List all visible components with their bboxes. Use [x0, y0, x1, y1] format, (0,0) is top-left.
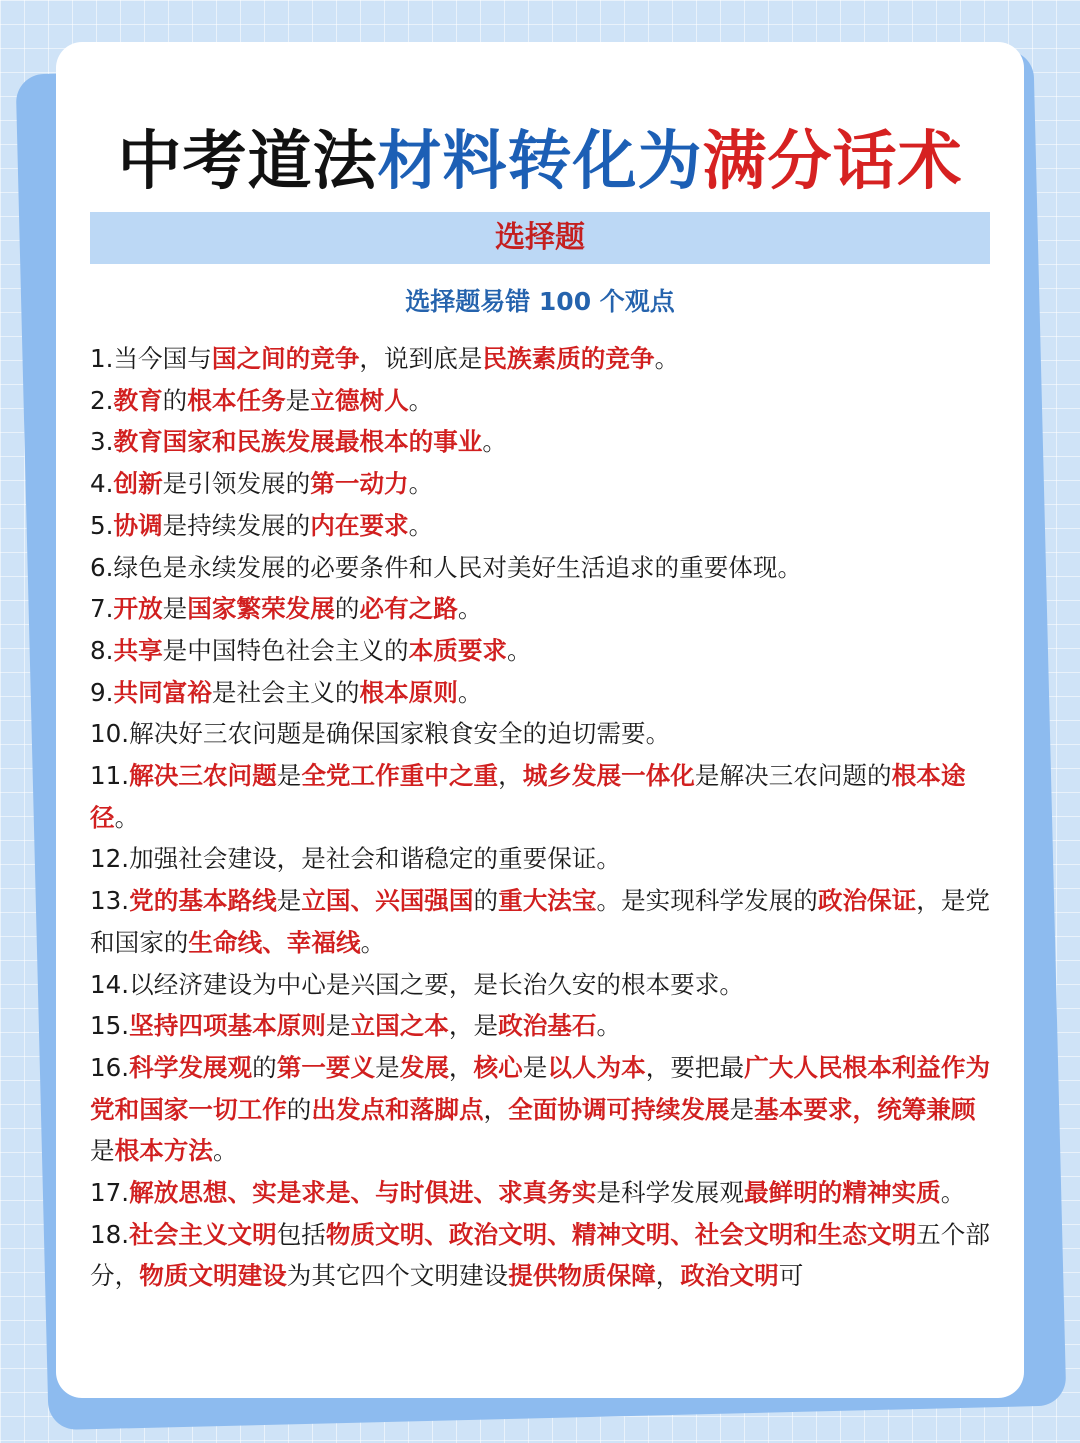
list-item — [90, 672, 994, 714]
highlight-text: 坚持四项基本原则 — [129, 1011, 326, 1041]
item-text: 是科学发展观 — [596, 1178, 744, 1208]
highlight-text: 内在要求 — [310, 510, 409, 540]
item-text: ， — [498, 761, 523, 791]
point-list — [90, 338, 994, 1297]
list-item — [90, 755, 994, 838]
item-text: 。 — [213, 1136, 238, 1166]
item-text: 8. — [90, 635, 114, 665]
item-text: 是 — [90, 1136, 115, 1166]
item-text: 。 — [457, 594, 483, 624]
content-card — [56, 42, 1024, 1398]
item-text: 。是实现科学发展的 — [596, 886, 818, 916]
subtitle: 选择题易错 100 个观点 — [405, 287, 675, 316]
item-text: 3. — [90, 427, 114, 457]
list-item — [90, 1214, 994, 1297]
item-text: 是 — [162, 594, 188, 624]
title-part-1: 中考道法 — [117, 125, 378, 199]
item-text: 18. — [90, 1219, 130, 1249]
highlight-text: 本质要求 — [408, 635, 508, 665]
highlight-text: 立国、兴国强国 — [301, 886, 474, 916]
highlight-text: 最鲜明的精神实质 — [744, 1178, 941, 1208]
highlight-text: 第一动力 — [310, 469, 409, 499]
highlight-text: 科学发展观 — [129, 1052, 253, 1082]
list-item — [90, 505, 994, 547]
item-text: 2. — [90, 385, 114, 415]
item-text: 的 — [286, 1094, 312, 1124]
highlight-text: 第一要义 — [276, 1052, 376, 1082]
item-text: 。 — [482, 427, 507, 457]
list-item — [90, 547, 994, 589]
highlight-text: 必有之路 — [359, 594, 458, 624]
item-text: 是社会主义的 — [211, 677, 360, 707]
highlight-text: 重大法宝 — [498, 886, 597, 916]
item-text: 。 — [408, 469, 434, 499]
item-text: 的 — [252, 1052, 277, 1082]
title-part-3: 满分话术 — [702, 125, 963, 199]
item-text: 是持续发展的 — [162, 510, 311, 540]
item-text: 是 — [276, 886, 302, 916]
highlight-text: 广大人民根本利益作为党和国家一切工作 — [90, 1052, 991, 1124]
highlight-text: 根本原则 — [359, 677, 458, 707]
item-text: 。 — [408, 510, 434, 540]
item-text: 。 — [457, 677, 483, 707]
item-text: 是引领发展的 — [162, 469, 311, 499]
list-item — [90, 588, 994, 630]
page-title — [56, 125, 1024, 199]
list-item — [90, 1005, 994, 1047]
item-text: 11. — [90, 761, 130, 791]
item-text: 5. — [90, 510, 114, 540]
item-text: 五个部分， — [90, 1219, 990, 1291]
highlight-text: 全党工作重中之重 — [301, 761, 499, 791]
item-text: 。 — [940, 1178, 966, 1208]
highlight-text: 城乡发展一体化 — [522, 761, 695, 791]
highlight-text: 教育 — [113, 385, 163, 415]
highlight-text: 党的基本路线 — [129, 886, 277, 916]
item-text: 12.加强社会建设，是社会和谐稳定的重要保证。 — [90, 844, 621, 874]
highlight-text: 根本任务 — [187, 385, 286, 415]
list-item — [90, 338, 994, 380]
item-text: 。 — [360, 927, 386, 957]
highlight-text: 解放思想、实是求是、与时俱进、求真务实 — [129, 1178, 597, 1208]
item-text: 是 — [325, 1011, 351, 1041]
list-item — [90, 713, 994, 755]
item-text: ， — [655, 1261, 681, 1291]
highlight-text: 核心 — [473, 1052, 523, 1082]
item-text: 是 — [375, 1052, 400, 1082]
highlight-text: 根本途径 — [90, 761, 966, 832]
item-text: 7. — [90, 594, 114, 624]
item-text: 。 — [596, 1011, 622, 1041]
list-item — [90, 421, 994, 463]
list-item — [90, 838, 994, 880]
item-text: 的 — [473, 886, 499, 916]
highlight-text: 立国之本 — [350, 1011, 449, 1041]
list-item — [90, 463, 994, 505]
item-text: 10.解决好三农问题是确保国家粮食安全的迫切需要。 — [90, 719, 671, 749]
highlight-text: 国之间的竞争 — [211, 344, 360, 373]
highlight-text: 民族素质的竞争 — [482, 344, 655, 373]
highlight-text: 解决三农问题 — [129, 761, 277, 791]
item-text: 是解决三农问题的 — [694, 761, 892, 791]
item-text: 是中国特色社会主义的 — [162, 635, 409, 665]
highlight-text: 政治文明 — [680, 1261, 779, 1291]
section-heading: 选择题 — [90, 212, 990, 264]
item-text: ，是党和国家的 — [90, 886, 991, 957]
highlight-text: 创新 — [113, 469, 163, 499]
highlight-text: 发展 — [399, 1052, 449, 1082]
item-text: 1.当今国与 — [90, 344, 212, 373]
item-text: 可 — [778, 1261, 804, 1291]
highlight-text: 物质文明、政治文明、精神文明、社会文明和生态文明 — [325, 1219, 917, 1249]
highlight-text: 生命线、幸福线 — [188, 927, 361, 957]
item-text: 是 — [729, 1094, 755, 1124]
highlight-text: 共同富裕 — [113, 677, 212, 707]
item-text: ， — [483, 1094, 509, 1124]
list-item — [90, 964, 994, 1006]
item-text: ，说到底是 — [359, 344, 483, 373]
highlight-text: 根本方法 — [114, 1136, 213, 1166]
highlight-text: 教育国家和民族发展最根本的事业 — [113, 427, 483, 457]
item-text: 的 — [162, 385, 188, 415]
list-item — [90, 380, 994, 422]
highlight-text: 出发点和落脚点 — [311, 1094, 484, 1124]
item-text: 13. — [90, 886, 130, 916]
list-item — [90, 880, 994, 963]
list-item — [90, 1172, 994, 1214]
highlight-text: 协调 — [113, 510, 163, 540]
highlight-text: 政治保证 — [817, 886, 917, 916]
item-text: 9. — [90, 677, 114, 707]
item-text: 是 — [522, 1052, 548, 1082]
item-text: 是 — [276, 761, 302, 791]
highlight-text: 以人为本 — [547, 1052, 646, 1082]
highlight-text: 政治基石 — [498, 1011, 597, 1041]
item-text: ，是 — [448, 1011, 499, 1041]
highlight-text: 开放 — [113, 594, 163, 624]
item-text: 4. — [90, 469, 114, 499]
highlight-text: 社会主义文明 — [129, 1219, 277, 1249]
item-text: 。 — [507, 635, 532, 665]
highlight-text: 提供物质保障 — [508, 1261, 656, 1291]
item-text: 16. — [90, 1052, 130, 1082]
highlight-text: 立德树人 — [310, 385, 409, 415]
item-text: 。 — [408, 385, 434, 415]
highlight-text: 基本要求，统筹兼顾 — [754, 1094, 976, 1124]
item-text: 6.绿色是永续发展的必要条件和人民对美好生活追求的重要体现。 — [90, 552, 803, 582]
item-text: 。 — [114, 802, 140, 832]
item-text: 。 — [654, 344, 680, 373]
item-text: 17. — [90, 1178, 130, 1208]
list-item — [90, 1047, 994, 1172]
item-text: ， — [448, 1052, 474, 1082]
highlight-text: 国家繁荣发展 — [187, 594, 335, 624]
highlight-text: 共享 — [113, 635, 163, 665]
item-text: 包括 — [276, 1219, 326, 1249]
highlight-text: 全面协调可持续发展 — [508, 1094, 730, 1124]
item-text: 的 — [334, 594, 360, 624]
title-part-2: 材料转化为 — [377, 125, 703, 199]
item-text: 15. — [90, 1011, 130, 1041]
list-item — [90, 630, 994, 672]
item-text: 是 — [285, 385, 311, 415]
item-text: ，要把最 — [645, 1052, 745, 1082]
item-text: 14.以经济建设为中心是兴国之要，是长治久安的根本要求。 — [90, 969, 744, 999]
item-text: 为其它四个文明建设 — [286, 1261, 509, 1291]
highlight-text: 物质文明建设 — [139, 1261, 287, 1291]
